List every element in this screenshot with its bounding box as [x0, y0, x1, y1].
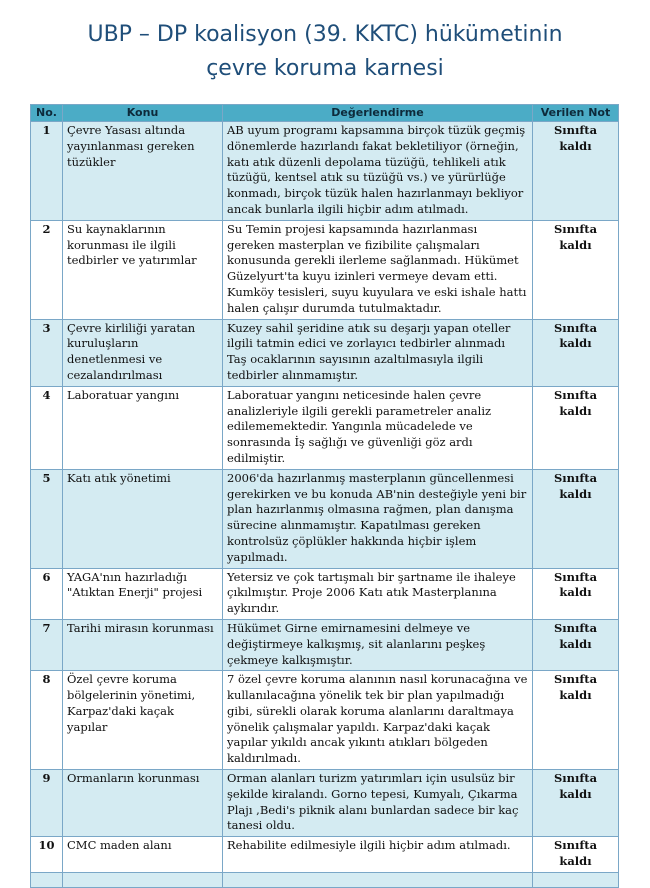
table-row [31, 837, 619, 873]
row-evaluation: Rehabilite edilmesiyle ilgili hiçbir adım atılmadı. [223, 837, 533, 873]
row-number: 8 [31, 671, 63, 770]
row-topic: Laboratuar yangını [63, 386, 223, 469]
row-grade: Sınıfta kaldı [533, 837, 619, 873]
row-grade: Sınıfta kaldı [533, 220, 619, 319]
empty-cell [31, 872, 63, 887]
row-number: 3 [31, 319, 63, 386]
row-number: 6 [31, 568, 63, 619]
row-topic: Tarihi mirasın korunması [63, 619, 223, 670]
row-topic: Çevre Yasası altında yayınlanması gereken tüzükler [63, 122, 223, 221]
table-row [31, 619, 619, 670]
title-line-2: çevre koruma karnesi [206, 56, 444, 81]
row-grade: Sınıfta kaldı [533, 469, 619, 568]
empty-cell [533, 872, 619, 887]
row-evaluation: 2006'da hazırlanmış masterplanın güncellenmesi gerekirken ve bu konuda AB'nin desteğiyle yeni bir plan hazırlanmış olmasına rağmen, plan danışma sürecine alınmamıştır. Kapatılması gereken kontrolsüz çöplükler hakkında hiçbir işlem yapılmadı. [223, 469, 533, 568]
row-topic: Katı atık yönetimi [63, 469, 223, 568]
table-row [31, 770, 619, 837]
table-row [31, 568, 619, 619]
header-topic: Konu [63, 105, 223, 122]
row-topic: Ormanların korunması [63, 770, 223, 837]
header-no: No. [31, 105, 63, 122]
title-line-1: UBP – DP koalisyon (39. KKTC) hükümetinin [87, 22, 563, 47]
row-topic: CMC maden alanı [63, 837, 223, 873]
row-grade: Sınıfta kaldı [533, 386, 619, 469]
row-grade: Sınıfta kaldı [533, 671, 619, 770]
row-number: 2 [31, 220, 63, 319]
row-evaluation: Hükümet Girne emirnamesini delmeye ve değiştirmeye kalkışmış, sit alanlarını peşkeş çekmeye kalkışmıştır. [223, 619, 533, 670]
row-grade: Sınıfta kaldı [533, 568, 619, 619]
report-card-table [30, 104, 619, 888]
row-grade: Sınıfta kaldı [533, 319, 619, 386]
row-number: 7 [31, 619, 63, 670]
row-evaluation: Su Temin projesi kapsamında hazırlanması gereken masterplan ve fizibilite çalışmaları konusunda gerekli ilerleme sağlanmadı. Hükümet Güzelyurt'ta kuyu izinleri vermeye devam etti. Kumköy tesisleri, suyu kuyulara ve eski ishale hattı halen çalışır durumda tutulmaktadır. [223, 220, 533, 319]
row-number: 5 [31, 469, 63, 568]
row-grade: Sınıfta kaldı [533, 122, 619, 221]
table-row [31, 220, 619, 319]
row-number: 9 [31, 770, 63, 837]
empty-cell [63, 872, 223, 887]
row-topic: YAGA'nın hazırladığı "Atıktan Enerji" projesi [63, 568, 223, 619]
table-row-empty [31, 872, 619, 887]
table-row [31, 319, 619, 386]
table-row [31, 122, 619, 221]
row-grade: Sınıfta kaldı [533, 770, 619, 837]
table-row [31, 386, 619, 469]
row-topic: Su kaynaklarının korunması ile ilgili tedbirler ve yatırımlar [63, 220, 223, 319]
table-row [31, 469, 619, 568]
table-row [31, 671, 619, 770]
row-number: 1 [31, 122, 63, 221]
row-topic: Özel çevre koruma bölgelerinin yönetimi, Karpaz'daki kaçak yapılar [63, 671, 223, 770]
row-evaluation: Laboratuar yangını neticesinde halen çevre analizleriyle ilgili gerekli parametreler analiz edilememektedir. Yangınla mücadelede ve sonrasında İş sağlığı ve güvenliği göz ardı edilmiştir. [223, 386, 533, 469]
row-evaluation: Orman alanları turizm yatırımları için usulsüz bir şekilde kiralandı. Gorno tepesi, Kumyalı, Çıkarma Plajı ,Bedi's piknik alanı bunlardan sadece bir kaç tanesi oldu. [223, 770, 533, 837]
empty-cell [223, 872, 533, 887]
header-grade: Verilen Not [533, 105, 619, 122]
table-body [31, 122, 619, 888]
row-topic: Çevre kirliliği yaratan kuruluşların denetlenmesi ve cezalandırılması [63, 319, 223, 386]
row-evaluation: AB uyum programı kapsamına birçok tüzük geçmiş dönemlerde hazırlandı fakat bekletiliyor (örneğin, katı atık düzenli depolama tüzüğü, tehlikeli atık tüzüğü, kentsel atık su tüzüğü vs.) ve yürürlüğe konmadı, birçok tüzük halen hazırlanmayı bekliyor ancak bunlarla ilgili hiçbir adım atılmadı. [223, 122, 533, 221]
row-evaluation: Yetersiz ve çok tartışmalı bir şartname ile ihaleye çıkılmıştır. Proje 2006 Katı atık Masterplanına aykırıdır. [223, 568, 533, 619]
row-evaluation: Kuzey sahil şeridine atık su deşarjı yapan oteller ilgili tatmin edici ve zorlayıcı tedbirler alınmadı Taş ocaklarının sayısının azaltılmasıyla ilgili tedbirler alınmamıştır. [223, 319, 533, 386]
row-number: 4 [31, 386, 63, 469]
table-header-row [31, 105, 619, 122]
row-number: 10 [31, 837, 63, 873]
page-title [0, 18, 650, 86]
row-evaluation: 7 özel çevre koruma alanının nasıl korunacağına ve kullanılacağına yönelik tek bir plan yapılmadığı gibi, sürekli olarak koruma alanlarını daraltmaya yönelik çalışmalar yapıldı. Karpaz'daki kaçak yapılar yıkıldı ancak yıkıntı atıkları bölgeden kaldırılmadı. [223, 671, 533, 770]
header-evaluation: Değerlendirme [223, 105, 533, 122]
row-grade: Sınıfta kaldı [533, 619, 619, 670]
